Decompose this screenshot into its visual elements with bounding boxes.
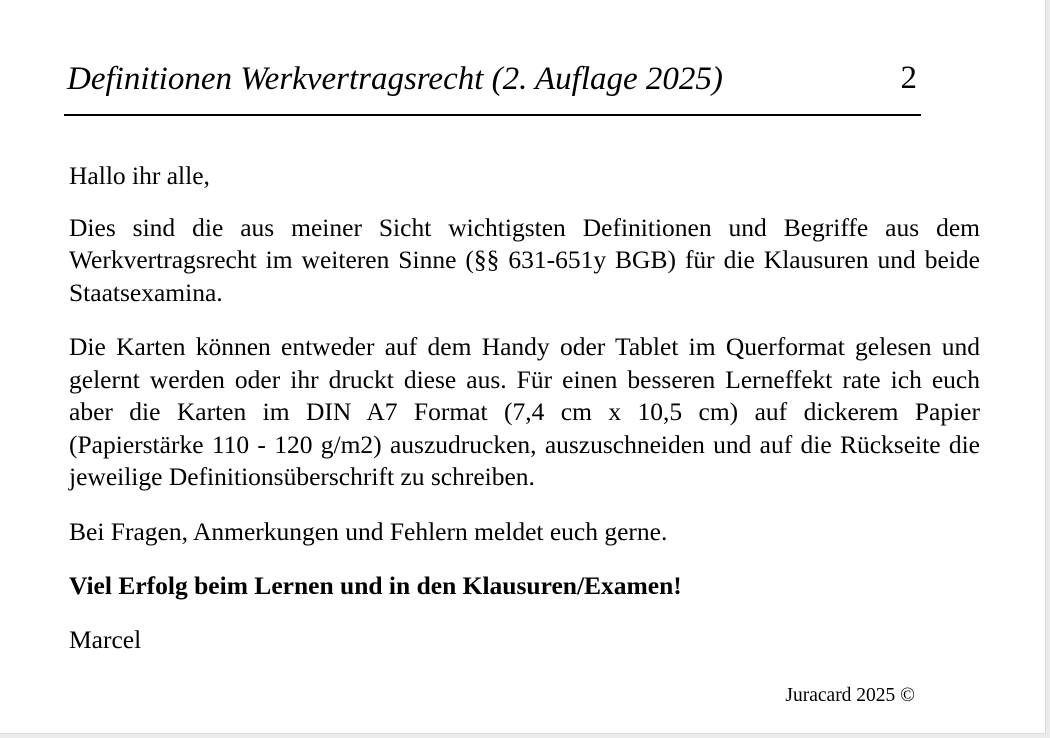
copyright-footer: Juracard 2025 © [785,685,915,706]
contact-paragraph: Bei Fragen, Anmerkungen und Fehlern meldet euch gerne. [69,516,668,546]
intro-paragraph: Dies sind die aus meiner Sicht wichtigsten Definitionen und Begriffe aus dem Werkvertragsrecht im weiteren Sinne (§§ 631-651y BGB) für die Klausuren und beide Staatsexamina. [69,212,980,307]
closing-line: Viel Erfolg beim Lernen und in den Klausuren/Examen! [69,571,682,600]
signature: Marcel [69,624,142,654]
greeting: Hallo ihr alle, [69,161,210,190]
page-body [69,160,980,656]
page-header [64,52,921,116]
page-number: 2 [900,60,917,96]
document-title: Definitionen Werkvertragsrecht (2. Auflage 2025) [67,61,723,97]
usage-paragraph: Die Karten können entweder auf dem Handy oder Tablet im Querformat gelesen und gelernt werden oder ihr druckt diese aus. Für einen besseren Lerneffekt rate ich euch aber die Karten im DIN A7 Format (7,4 cm x 10,5 cm) auf dickerem Papier (Papierstärke 110 - 120 g/m2) auszudrucken, auszuschneiden und auf die Rückseite die jeweilige Definitionsüberschrift zu schreiben. [69,332,980,491]
